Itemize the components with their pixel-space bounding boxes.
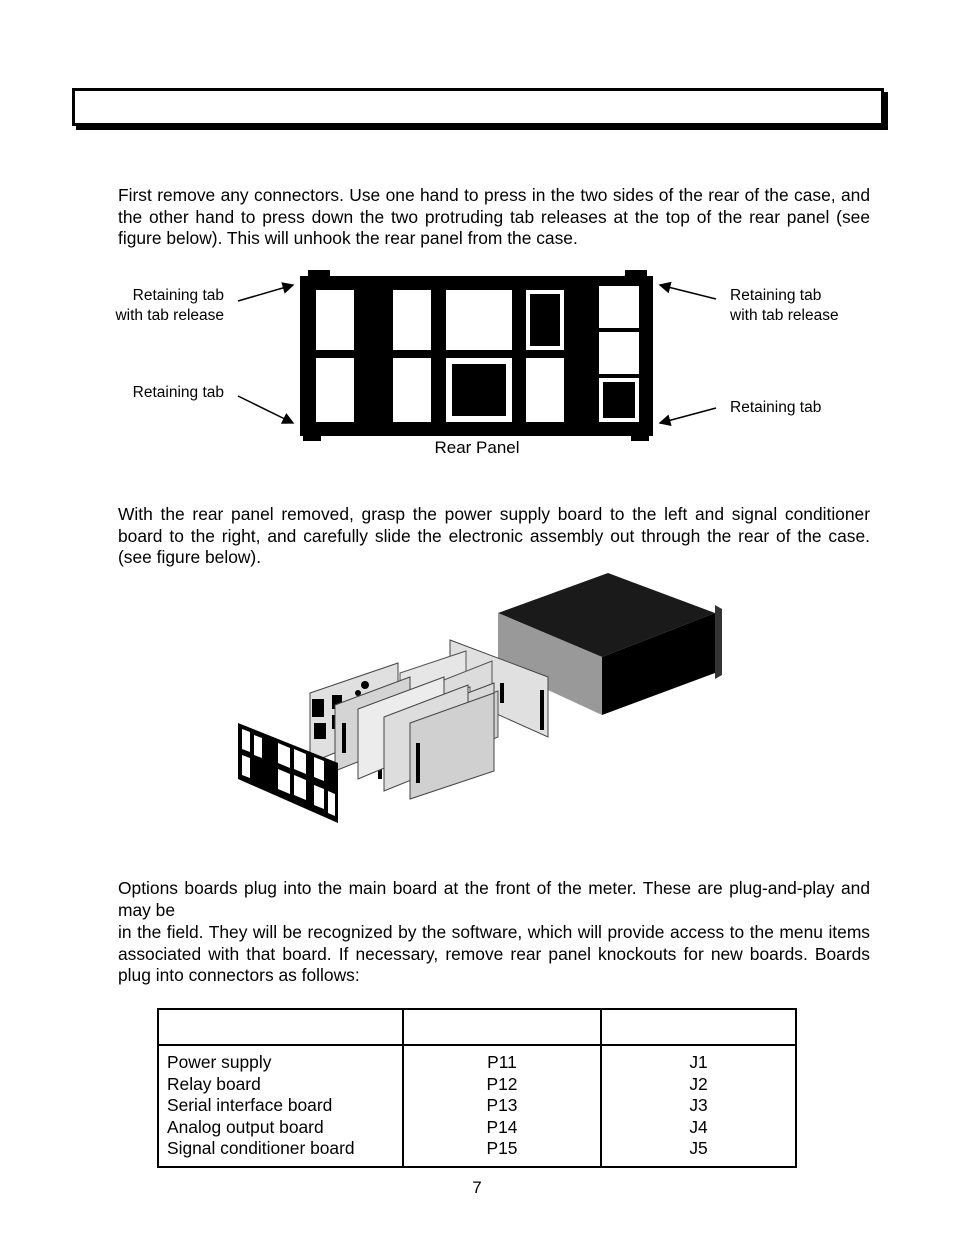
paragraph-slide-assembly: With the rear panel removed, grasp the power supply board to the left and signal conditioner board to the right, and carefully slide the electronic assembly out through the rear of the case. (see figure below). [118,504,870,567]
paragraph-options-rest: in the field. They will be recognized by the software, which will provide access to the menu items associated with that board. If necessary, remove rear panel knockouts for new boards. Boards plug into connectors as follows: [118,922,870,985]
label-top-left-line2: with tab release [115,307,224,324]
board-name: Relay board [167,1073,261,1094]
arrow-top-left [238,285,293,301]
board-name: Serial interface board [167,1095,333,1115]
rear-panel-figure [230,265,730,445]
p-connector: P12 [486,1073,518,1094]
j-connector: J3 [689,1095,708,1115]
label-top-right-line1: Retaining tab [730,287,822,304]
board-name: Analog output board [167,1116,324,1137]
board-name: Power supply [167,1052,272,1072]
table-cell-p-connectors [403,1045,601,1167]
j-connector: J1 [689,1052,708,1072]
page-number: 7 [472,1178,482,1197]
p-connector: P13 [486,1095,518,1115]
table-row [158,1045,796,1167]
section-header-box [72,88,884,126]
table-cell-j-connectors [601,1045,796,1167]
table-header-row [158,1009,796,1045]
figure-caption-rear-panel: Rear Panel [434,438,520,457]
label-top-left-line1: Retaining tab [132,287,224,304]
table-header-board [158,1009,403,1045]
j-connector: J4 [689,1116,708,1137]
j-connector: J5 [689,1138,708,1158]
label-top-right [730,286,930,326]
exploded-assembly-figure [230,565,730,830]
table-header-connector-2 [601,1009,796,1045]
j-connector: J2 [689,1073,708,1094]
label-bottom-right: Retaining tab [730,399,822,416]
label-top-left [60,286,224,326]
table-header-connector-1 [403,1009,601,1045]
arrow-bottom-left [238,396,293,423]
p-connector: P11 [487,1052,517,1072]
label-top-right-line2: with tab release [730,307,839,324]
paragraph-options-line1: Options boards plug into the main board at the front of the meter. These are plug-and-play and may be [118,878,870,920]
arrow-bottom-right [660,408,716,423]
p-connector: P14 [486,1116,518,1137]
table-cell-boards [158,1045,403,1167]
board-name: Signal conditioner board [167,1138,355,1158]
label-bottom-left: Retaining tab [132,384,224,401]
connector-table [157,1008,797,1168]
p-connector: P15 [486,1138,518,1158]
arrow-top-right [660,285,716,299]
paragraph-remove-rear-panel: First remove any connectors. Use one hand to press in the two sides of the rear of the case, and the other hand to press down the two protruding tab releases at the top of the rear panel (see figure below). This will unhook the rear panel from the case. [118,185,870,248]
